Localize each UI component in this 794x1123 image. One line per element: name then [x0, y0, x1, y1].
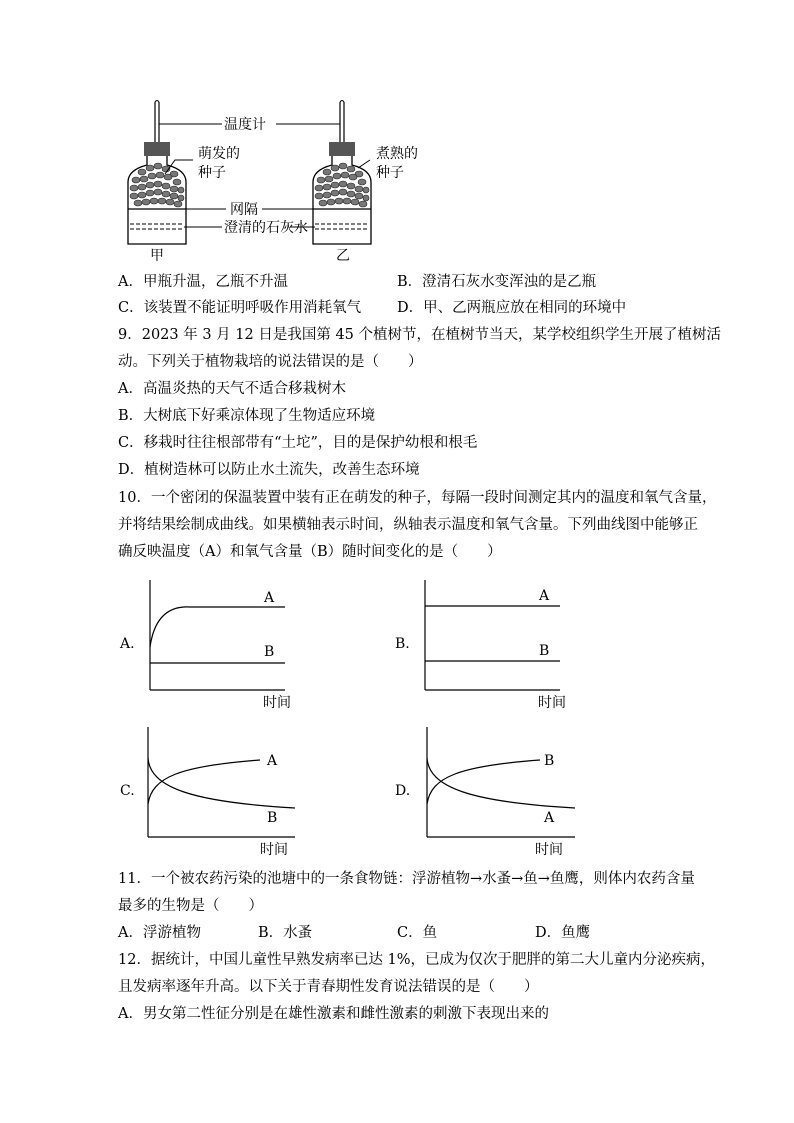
graph-b-option: B.	[395, 636, 410, 652]
right-seed-label: 煮熟的	[376, 146, 418, 162]
q9-stem-line1: 9．2023 年 3 月 12 日是我国第 45 个植树节，在植树节当天，某学校组织学生开展了植树活	[118, 327, 722, 343]
graph-d-x-axis-label: 时间	[535, 842, 563, 858]
graph-a-curve1-label: A	[264, 590, 275, 606]
q9-option-d: D．植树造林可以防止水土流失，改善生态环境	[118, 462, 420, 478]
q9-option-c: C．移栽时往往根部带有“土坨”，目的是保护幼根和根毛	[118, 435, 478, 451]
q11-option-a: A．浮游植物	[118, 925, 201, 941]
apparatus-figure	[110, 95, 450, 265]
q8-option-b: B．澄清石灰水变浑浊的是乙瓶	[397, 274, 597, 290]
graph-b-curve2-label: B	[539, 643, 550, 659]
graph-d	[385, 722, 585, 862]
graph-c-option: C.	[120, 783, 135, 799]
left-seed-label-2: 种子	[198, 165, 226, 181]
q11-stem-line2: 最多的生物是（ ）	[118, 898, 263, 914]
bottle-yi	[313, 101, 371, 245]
graph-c-curve2-label: B	[267, 810, 278, 826]
graph-b-curve1-label: A	[539, 588, 550, 604]
q12-option-a: A．男女第二性征分别是在雄性激素和雌性激素的刺激下表现出来的	[118, 1006, 549, 1022]
graph-d-option: D.	[395, 783, 411, 799]
graph-a-curve2-label: B	[264, 644, 275, 660]
q8-option-a: A．甲瓶升温，乙瓶不升温	[118, 274, 288, 290]
graph-a-option: A.	[120, 636, 135, 652]
q8-option-c: C．该装置不能证明呼吸作用消耗氧气	[118, 300, 362, 316]
q11-option-b: B．水蚤	[258, 925, 313, 941]
q10-stem-line1: 10．一个密闭的保温装置中装有正在萌发的种子，每隔一段时间测定其内的温度和氧气含量，	[118, 490, 717, 506]
q12-stem-line1: 12．据统计，中国儿童性早熟发病率已达 1%，已成为仅次于肥胖的第二大儿童内分泌疾病，	[118, 952, 716, 968]
q9-option-b: B．大树底下好乘凉体现了生物适应环境	[118, 408, 376, 424]
q10-stem-line2: 并将结果绘制成曲线。如果横轴表示时间，纵轴表示温度和氧气含量。下列曲线图中能够正	[118, 517, 698, 533]
graph-c-x-axis-label: 时间	[260, 842, 288, 858]
graph-a-x-axis-label: 时间	[263, 695, 291, 711]
bottle-jia	[128, 101, 186, 245]
mesh-label: 网隔	[230, 202, 258, 218]
q9-stem-line2: 动。下列关于植物栽培的说法错误的是（ ）	[118, 354, 423, 370]
right-seed-label-2: 种子	[376, 165, 404, 181]
left-seed-label: 萌发的	[198, 146, 240, 162]
q11-option-d: D．鱼鹰	[535, 925, 591, 941]
q11-stem-line1: 11．一个被农药污染的池塘中的一条食物链：浮游植物→水蚤→鱼→鱼鹰，则体内农药含量	[118, 871, 695, 887]
graph-c	[110, 722, 310, 862]
q8-option-d: D．甲、乙两瓶应放在相同的环境中	[397, 300, 627, 316]
bottle-jia-label: 甲	[150, 248, 164, 264]
thermometer-label: 温度计	[224, 117, 266, 133]
graph-d-curve2-label: A	[544, 810, 555, 826]
graph-b	[385, 575, 585, 715]
bottle-yi-label: 乙	[336, 248, 350, 264]
graph-d-curve1-label: B	[544, 753, 555, 769]
limewater-label: 澄清的石灰水	[224, 220, 308, 236]
q12-stem-line2: 且发病率逐年升高。以下关于青春期性发育说法错误的是（ ）	[118, 979, 539, 995]
q11-option-c: C．鱼	[397, 925, 438, 941]
graph-a	[110, 575, 310, 715]
graph-b-x-axis-label: 时间	[538, 695, 566, 711]
q9-option-a: A．高温炎热的天气不适合移栽树木	[118, 381, 346, 397]
graph-c-curve1-label: A	[267, 753, 278, 769]
q10-stem-line3: 确反映温度（A）和氧气含量（B）随时间变化的是（ ）	[118, 544, 502, 560]
